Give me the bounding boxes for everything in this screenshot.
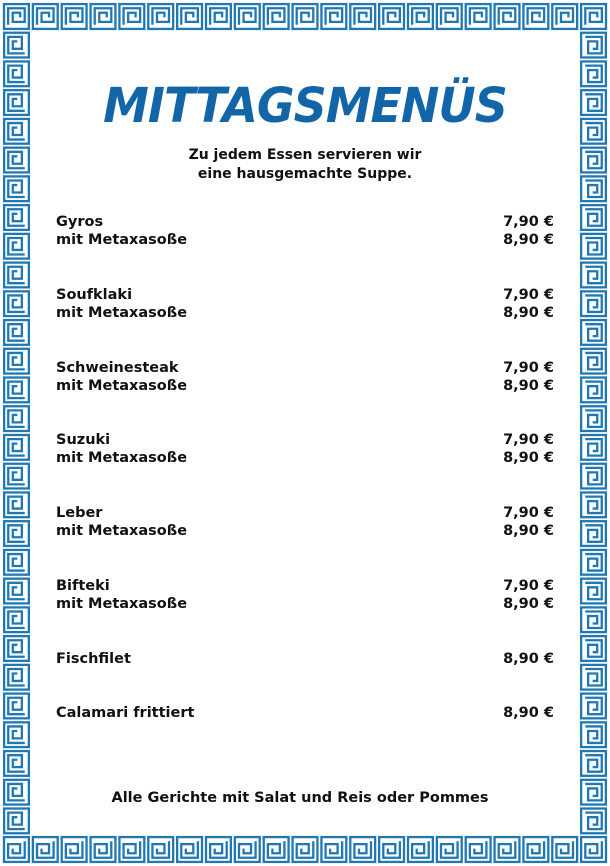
menu-item-bifteki <box>56 577 554 613</box>
item-main-row <box>56 504 554 522</box>
item-name: Soufklaki <box>56 287 133 303</box>
item-name: Leber <box>56 505 103 521</box>
item-variant: mit Metaxasoße <box>56 450 188 466</box>
page-title: MITTAGSMENÜS <box>103 76 507 134</box>
item-main-row <box>56 286 554 304</box>
item-price: 7,90 € <box>503 578 554 594</box>
item-main-row <box>56 359 554 377</box>
item-variant: mit Metaxasoße <box>56 305 188 321</box>
menu-item-calamari <box>56 704 554 722</box>
item-price: 7,90 € <box>503 432 554 448</box>
subtitle-line-1: Zu jedem Essen servieren wir <box>188 147 422 163</box>
item-price: 7,90 € <box>503 287 554 303</box>
item-variant-price: 8,90 € <box>503 450 554 466</box>
item-variant-price: 8,90 € <box>503 305 554 321</box>
item-variant: mit Metaxasoße <box>56 232 188 248</box>
menu-item-soufklaki <box>56 286 554 322</box>
menu-item-leber <box>56 504 554 540</box>
item-variant: mit Metaxasoße <box>56 378 188 394</box>
item-name: Bifteki <box>56 578 110 594</box>
item-name: Fischfilet <box>56 651 131 667</box>
item-variant: mit Metaxasoße <box>56 596 188 612</box>
item-variant-price: 8,90 € <box>503 596 554 612</box>
item-variant-row <box>56 377 554 395</box>
item-variant: mit Metaxasoße <box>56 523 188 539</box>
menu-item-schweinesteak <box>56 359 554 395</box>
item-main-row <box>56 704 554 722</box>
menu-item-gyros <box>56 213 554 249</box>
item-price: 8,90 € <box>503 705 554 721</box>
item-variant-row <box>56 231 554 249</box>
item-variant-price: 8,90 € <box>503 232 554 248</box>
item-variant-row <box>56 449 554 467</box>
item-variant-price: 8,90 € <box>503 523 554 539</box>
menu-item-suzuki <box>56 431 554 467</box>
menu-item-fischfilet <box>56 650 554 668</box>
item-name: Calamari frittiert <box>56 705 195 721</box>
item-main-row <box>56 577 554 595</box>
item-name: Gyros <box>56 214 104 230</box>
item-main-row <box>56 650 554 668</box>
item-price: 7,90 € <box>503 214 554 230</box>
item-price: 7,90 € <box>503 505 554 521</box>
item-name: Schweinesteak <box>56 360 179 376</box>
item-variant-row <box>56 304 554 322</box>
item-price: 7,90 € <box>503 360 554 376</box>
item-main-row <box>56 431 554 449</box>
subtitle-line-2: eine hausgemachte Suppe. <box>197 166 413 182</box>
item-variant-row <box>56 522 554 540</box>
item-variant-price: 8,90 € <box>503 378 554 394</box>
footer-note: Alle Gerichte mit Salat und Reis oder Pommes <box>111 790 489 806</box>
item-name: Suzuki <box>56 432 111 448</box>
item-variant-row <box>56 595 554 613</box>
item-price: 8,90 € <box>503 651 554 667</box>
item-main-row <box>56 213 554 231</box>
